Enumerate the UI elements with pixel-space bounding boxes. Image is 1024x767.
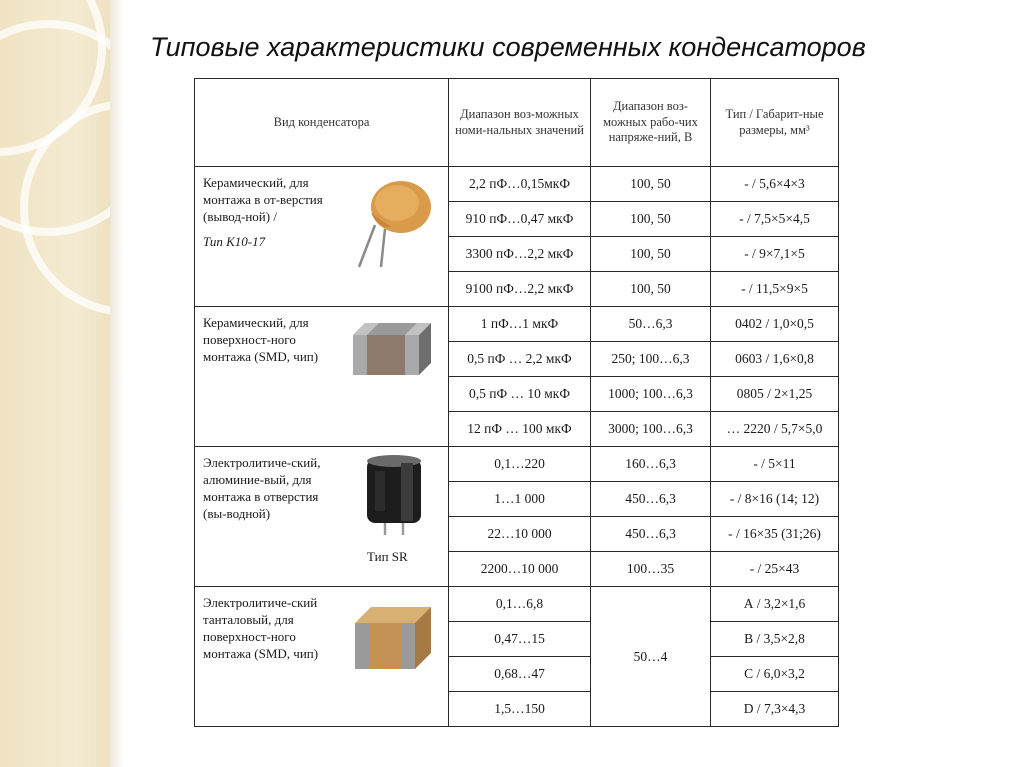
size-cell: 0603 / 1,6×0,8 [711, 342, 839, 377]
voltage-cell: 100, 50 [591, 202, 711, 237]
kind-label: Керамический, для поверхност-ного монтажа (SMD, чип) [203, 315, 319, 364]
size-cell: - / 8×16 (14; 12) [711, 482, 839, 517]
header-range: Диапазон воз-можных номи-нальных значений [449, 79, 591, 167]
voltage-cell: 1000; 100…6,3 [591, 377, 711, 412]
kind-cell-ceramic-through-hole [195, 167, 449, 307]
voltage-cell-merged: 50…4 [591, 587, 711, 727]
range-cell: 1…1 000 [449, 482, 591, 517]
kind-cell-tantalum-smd [195, 587, 449, 727]
size-cell: - / 11,5×9×5 [711, 272, 839, 307]
smd-ceramic-chip-icon [345, 313, 437, 383]
capacitor-table-container [194, 78, 838, 726]
ceramic-disc-capacitor-icon [345, 173, 437, 269]
capacitor-table [194, 78, 839, 727]
voltage-cell: 3000; 100…6,3 [591, 412, 711, 447]
size-cell: - / 9×7,1×5 [711, 237, 839, 272]
range-cell: 910 пФ…0,47 мкФ [449, 202, 591, 237]
range-cell: 0,47…15 [449, 622, 591, 657]
size-cell: В / 3,5×2,8 [711, 622, 839, 657]
kind-label: Керамический, для монтажа в от-верстия (вывод-ной) / [203, 175, 323, 224]
size-cell: - / 5,6×4×3 [711, 167, 839, 202]
size-cell: - / 16×35 (31;26) [711, 517, 839, 552]
range-cell: 9100 пФ…2,2 мкФ [449, 272, 591, 307]
header-size: Тип / Габарит-ные размеры, мм³ [711, 79, 839, 167]
range-cell: 12 пФ … 100 мкФ [449, 412, 591, 447]
size-cell: 0805 / 2×1,25 [711, 377, 839, 412]
voltage-cell: 100, 50 [591, 272, 711, 307]
tantalum-smd-capacitor-icon [345, 595, 437, 675]
size-cell: - / 5×11 [711, 447, 839, 482]
voltage-cell: 250; 100…6,3 [591, 342, 711, 377]
size-cell: D / 7,3×4,3 [711, 692, 839, 727]
size-cell: … 2220 / 5,7×5,0 [711, 412, 839, 447]
size-cell: С / 6,0×3,2 [711, 657, 839, 692]
aluminum-electrolytic-capacitor-icon [345, 451, 437, 537]
table-row [195, 447, 839, 482]
header-voltage: Диапазон воз-можных рабо-чих напряже-ний, В [591, 79, 711, 167]
decorative-side-panel [0, 0, 110, 767]
kind-cell-aluminum-electrolytic [195, 447, 449, 587]
voltage-cell: 450…6,3 [591, 517, 711, 552]
voltage-cell: 160…6,3 [591, 447, 711, 482]
range-cell: 0,1…220 [449, 447, 591, 482]
size-cell: 0402 / 1,0×0,5 [711, 307, 839, 342]
voltage-cell: 100…35 [591, 552, 711, 587]
kind-label: Электролитиче-ский танталовый, для поверхност-ного монтажа (SMD, чип) [203, 595, 319, 661]
range-cell: 0,68…47 [449, 657, 591, 692]
header-kind: Вид конденсатора [195, 79, 449, 167]
range-cell: 1 пФ…1 мкФ [449, 307, 591, 342]
kind-label: Электролитиче-ский, алюминие-вый, для монтажа в отверстия (вы-водной) [203, 455, 321, 521]
range-cell: 0,5 пФ … 2,2 мкФ [449, 342, 591, 377]
size-cell: А / 3,2×1,6 [711, 587, 839, 622]
voltage-cell: 450…6,3 [591, 482, 711, 517]
range-cell: 2200…10 000 [449, 552, 591, 587]
range-cell: 0,5 пФ … 10 мкФ [449, 377, 591, 412]
kind-caption: Тип SR [367, 549, 408, 564]
side-panel-shadow [110, 0, 124, 767]
range-cell: 1,5…150 [449, 692, 591, 727]
voltage-cell: 50…6,3 [591, 307, 711, 342]
range-cell: 0,1…6,8 [449, 587, 591, 622]
table-row [195, 167, 839, 202]
table-header-row [195, 79, 839, 167]
table-row [195, 587, 839, 622]
kind-note: Тип К10-17 [203, 233, 266, 249]
range-cell: 2,2 пФ…0,15мкФ [449, 167, 591, 202]
size-cell: - / 25×43 [711, 552, 839, 587]
table-row [195, 307, 839, 342]
kind-cell-ceramic-smd [195, 307, 449, 447]
voltage-cell: 100, 50 [591, 237, 711, 272]
range-cell: 22…10 000 [449, 517, 591, 552]
range-cell: 3300 пФ…2,2 мкФ [449, 237, 591, 272]
voltage-cell: 100, 50 [591, 167, 711, 202]
page-title: Типовые характеристики современных конденсаторов [150, 32, 866, 62]
size-cell: - / 7,5×5×4,5 [711, 202, 839, 237]
